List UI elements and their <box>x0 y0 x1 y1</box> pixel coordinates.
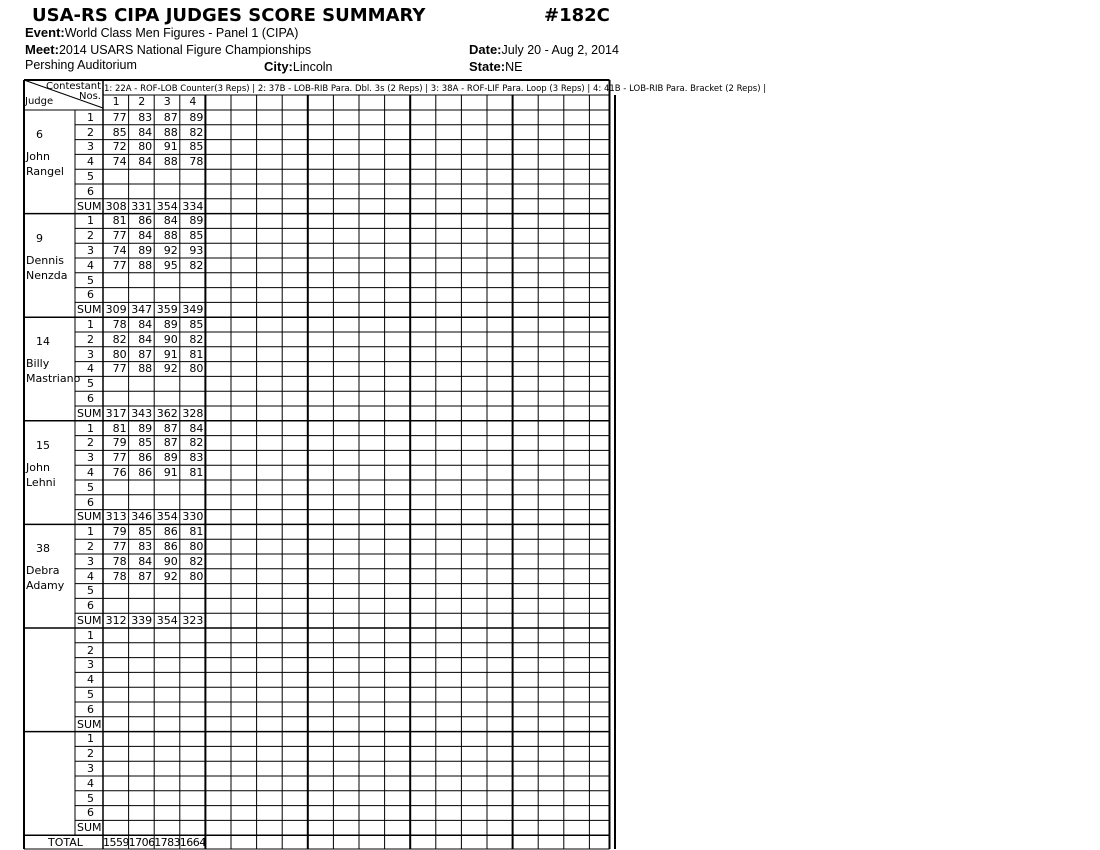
row-label: 5 <box>87 480 94 494</box>
judge-last-name: Adamy <box>26 579 65 593</box>
score-cell: 86 <box>163 540 178 553</box>
sum-cell: 354 <box>156 614 178 627</box>
score-cell: 91 <box>163 466 178 479</box>
row-label: 6 <box>87 599 94 613</box>
score-cell: 89 <box>163 451 178 465</box>
score-cell: 91 <box>163 140 178 154</box>
row-label: 4 <box>87 258 94 272</box>
score-cell: 84 <box>163 214 178 228</box>
row-label: 3 <box>87 658 94 672</box>
judge-last-name: Nenzda <box>26 268 68 282</box>
row-label: 2 <box>87 125 94 139</box>
row-label: 1 <box>87 732 94 746</box>
score-cell: 78 <box>189 155 204 169</box>
sum-cell: 354 <box>156 510 178 524</box>
row-label: 3 <box>87 554 94 568</box>
score-cell: 95 <box>163 258 178 272</box>
score-cell: 86 <box>138 214 153 228</box>
row-label: 6 <box>87 392 94 405</box>
sum-label: SUM <box>77 614 102 627</box>
score-cell: 91 <box>163 347 178 361</box>
score-cell: 82 <box>189 332 204 346</box>
sum-cell: 347 <box>131 303 153 317</box>
row-label: 3 <box>87 347 94 361</box>
report-code: #182C <box>544 5 610 26</box>
judge-first-name: Dennis <box>26 253 64 267</box>
row-label: 1 <box>87 628 94 642</box>
score-cell: 74 <box>112 155 127 169</box>
sum-label: SUM <box>77 510 102 524</box>
row-label: 5 <box>87 273 94 287</box>
judge-number: 14 <box>36 335 50 349</box>
total-cell: 1706 <box>128 836 155 850</box>
score-cell: 88 <box>163 125 178 139</box>
score-cell: 81 <box>112 214 127 228</box>
sum-cell: 330 <box>182 510 204 524</box>
score-cell: 84 <box>138 554 153 568</box>
date-value: July 20 - Aug 2, 2014 <box>501 43 619 57</box>
score-cell: 85 <box>138 436 153 450</box>
row-label: 5 <box>87 584 94 598</box>
row-label: 5 <box>87 791 94 805</box>
score-cell: 74 <box>112 244 127 257</box>
sum-cell: 349 <box>182 303 204 317</box>
score-cell: 79 <box>112 436 127 450</box>
score-cell: 78 <box>112 318 127 331</box>
row-label: 4 <box>87 776 94 790</box>
judge-number: 9 <box>36 231 43 245</box>
row-label: 1 <box>87 110 94 124</box>
score-cell: 87 <box>163 421 178 435</box>
score-cell: 92 <box>163 569 178 583</box>
sum-cell: 339 <box>131 614 153 627</box>
sum-cell: 309 <box>105 303 127 317</box>
judge-first-name: Billy <box>26 357 50 371</box>
state-label: State: <box>469 59 506 74</box>
score-cell: 84 <box>138 318 153 331</box>
score-cell: 78 <box>112 569 127 583</box>
contestant-number: 3 <box>163 95 171 108</box>
judge-number: 38 <box>36 542 50 556</box>
judge-last-name: Mastriano <box>26 372 81 386</box>
judge-number: 15 <box>36 438 50 452</box>
row-label: 2 <box>87 540 94 553</box>
row-label: 1 <box>87 214 94 228</box>
score-cell: 77 <box>112 229 127 243</box>
score-cell: 92 <box>163 362 178 376</box>
judge-number: 6 <box>36 128 43 141</box>
score-cell: 86 <box>138 451 153 465</box>
sum-label: SUM <box>77 303 102 317</box>
judge-last-name: Lehni <box>26 475 56 489</box>
sum-label: SUM <box>77 199 102 213</box>
row-label: 2 <box>87 643 94 657</box>
score-cell: 84 <box>138 229 153 243</box>
event-label: Event: <box>25 25 65 40</box>
state-value: NE <box>505 60 523 74</box>
score-cell: 83 <box>138 540 153 553</box>
sum-label: SUM <box>77 717 102 731</box>
score-cell: 77 <box>112 258 127 272</box>
contestant-label: Contestant <box>46 81 102 92</box>
score-cell: 81 <box>189 466 204 479</box>
score-cell: 82 <box>189 436 204 450</box>
event-value: World Class Men Figures - Panel 1 (CIPA) <box>64 26 299 40</box>
score-cell: 84 <box>138 125 153 139</box>
sum-cell: 323 <box>182 614 204 627</box>
sum-cell: 317 <box>105 406 127 420</box>
score-cell: 80 <box>189 540 204 553</box>
score-cell: 89 <box>189 214 204 228</box>
score-cell: 77 <box>112 540 127 553</box>
row-label: 4 <box>87 466 94 479</box>
row-label: 5 <box>87 688 94 701</box>
sum-cell: 308 <box>105 199 127 213</box>
score-cell: 89 <box>138 421 153 435</box>
contestant-number: 1 <box>112 95 120 108</box>
score-cell: 85 <box>189 229 204 243</box>
score-cell: 81 <box>189 347 204 361</box>
total-cell: 1664 <box>179 836 206 850</box>
score-cell: 89 <box>189 110 204 124</box>
row-label: 4 <box>87 673 94 687</box>
sum-cell: 346 <box>131 510 153 524</box>
row-label: 2 <box>87 332 94 346</box>
nos-label: Nos. <box>79 91 101 102</box>
score-cell: 89 <box>163 318 178 331</box>
city-value: Lincoln <box>292 60 333 74</box>
score-cell: 83 <box>189 451 204 465</box>
score-cell: 81 <box>189 525 204 539</box>
score-cell: 86 <box>163 525 178 539</box>
score-cell: 90 <box>163 554 178 568</box>
score-cell: 85 <box>189 318 204 331</box>
score-cell: 87 <box>163 436 178 450</box>
score-cell: 82 <box>112 332 127 346</box>
row-label: 3 <box>87 762 94 775</box>
sum-cell: 343 <box>131 406 153 420</box>
row-label: 2 <box>87 436 94 450</box>
contestant-number: 4 <box>189 95 197 108</box>
row-label: 1 <box>87 318 94 331</box>
sum-cell: 334 <box>182 199 204 213</box>
header-diagonal <box>24 80 103 108</box>
judge-first-name: John <box>26 460 50 474</box>
sum-cell: 359 <box>156 303 178 317</box>
meet-value: 2014 USARS National Figure Championships <box>58 43 312 57</box>
row-label: 6 <box>87 495 94 509</box>
score-cell: 85 <box>138 525 153 539</box>
sum-cell: 362 <box>156 406 178 420</box>
judge-last-name: Rangel <box>26 165 64 178</box>
row-label: 4 <box>87 155 94 169</box>
report-title: USA-RS CIPA JUDGES SCORE SUMMARY <box>32 5 426 26</box>
score-cell: 88 <box>138 258 153 272</box>
score-cell: 78 <box>112 554 127 568</box>
score-cell: 85 <box>112 125 127 139</box>
judge-column-label: Judge <box>25 96 54 107</box>
sum-cell: 312 <box>105 614 127 627</box>
score-cell: 86 <box>138 466 153 479</box>
venue-value: Pershing Auditorium <box>25 58 137 72</box>
score-cell: 77 <box>112 362 127 376</box>
row-label: 2 <box>87 229 94 243</box>
score-cell: 80 <box>189 362 204 376</box>
score-cell: 79 <box>112 525 127 539</box>
row-label: 6 <box>87 288 94 302</box>
score-cell: 88 <box>163 229 178 243</box>
row-label: 6 <box>87 702 94 716</box>
sum-label: SUM <box>77 406 102 420</box>
score-cell: 77 <box>112 451 127 465</box>
score-cell: 77 <box>112 110 127 124</box>
sum-cell: 354 <box>156 199 178 213</box>
score-cell: 88 <box>138 362 153 376</box>
meet-label: Meet: <box>25 42 59 57</box>
score-cell: 76 <box>112 466 127 479</box>
row-label: 4 <box>87 569 94 583</box>
score-cell: 81 <box>112 421 127 435</box>
date-label: Date: <box>469 42 502 57</box>
score-cell: 82 <box>189 258 204 272</box>
row-label: 6 <box>87 184 94 198</box>
judge-first-name: Debra <box>26 564 60 578</box>
score-cell: 90 <box>163 332 178 346</box>
score-cell: 84 <box>189 421 204 435</box>
row-label: 3 <box>87 140 94 154</box>
score-cell: 92 <box>163 244 178 257</box>
row-label: 5 <box>87 170 94 183</box>
score-cell: 87 <box>138 347 153 361</box>
contestant-number: 2 <box>138 95 146 108</box>
row-label: 3 <box>87 451 94 465</box>
score-cell: 84 <box>138 155 153 169</box>
row-label: 5 <box>87 377 94 391</box>
row-label: 6 <box>87 806 94 820</box>
sum-cell: 313 <box>105 510 127 524</box>
score-cell: 80 <box>189 569 204 583</box>
sum-label: SUM <box>77 821 102 835</box>
row-label: 1 <box>87 421 94 435</box>
score-cell: 87 <box>138 569 153 583</box>
sum-cell: 328 <box>182 406 204 420</box>
score-cell: 80 <box>112 347 127 361</box>
judge-first-name: John <box>26 150 50 163</box>
row-label: 1 <box>87 525 94 539</box>
sum-cell: 331 <box>131 199 153 213</box>
score-cell: 87 <box>163 110 178 124</box>
score-cell: 82 <box>189 554 204 568</box>
score-cell: 82 <box>189 125 204 139</box>
score-cell: 93 <box>189 244 204 257</box>
figures-description: 1: 22A - ROF-LOB Counter(3 Reps) | 2: 37B - LOB-RIB Para. Dbl. 3s (2 Reps) | 3: 38A - ROF-LIF Para. Loop (3 Reps) | 4: 41B - LOB-RIB Para. Bracket (2 Reps) | <box>104 84 767 94</box>
score-cell: 88 <box>163 155 178 169</box>
score-cell: 84 <box>138 332 153 346</box>
city-label: City: <box>264 59 293 74</box>
row-label: 2 <box>87 747 94 761</box>
row-label: 4 <box>87 362 94 376</box>
score-cell: 83 <box>138 110 153 124</box>
score-cell: 80 <box>138 140 153 154</box>
score-cell: 89 <box>138 244 153 257</box>
score-cell: 72 <box>112 140 127 154</box>
score-cell: 85 <box>189 140 204 154</box>
total-cell: 1559 <box>103 836 129 850</box>
row-label: 3 <box>87 244 94 257</box>
total-cell: 1783 <box>154 836 180 850</box>
total-label: TOTAL <box>48 836 83 850</box>
